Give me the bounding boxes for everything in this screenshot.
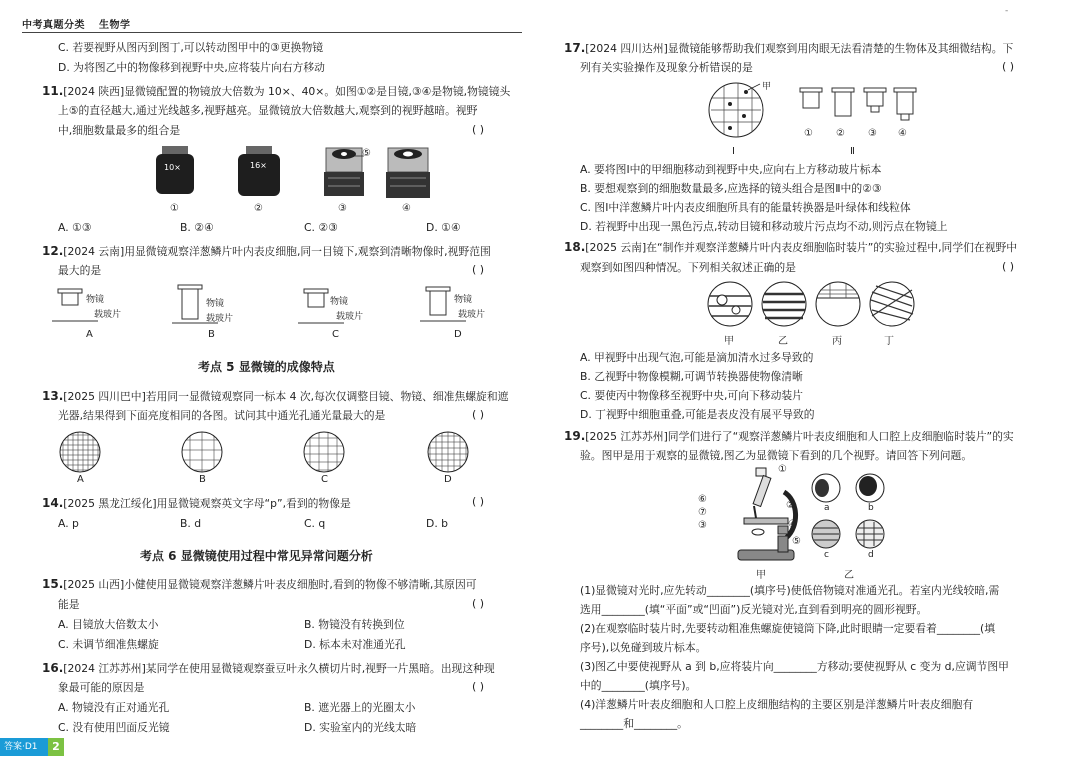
q12-a-objective-label: 物镜 [86,295,105,305]
header-subject: 生物学 [98,20,131,31]
q11-number: 11. [42,84,64,98]
q19-field-b-icon [856,474,884,502]
q16-option-a[interactable]: A. 物镜没有正对通光孔 [58,701,170,714]
q15-line1 [42,576,477,593]
q12-line1 [42,243,491,260]
q19-line1 [564,428,1014,445]
q11-label-4: ④ [402,203,411,214]
q11-line1 [42,83,510,100]
q17-cell-field-icon [709,83,763,137]
q10-option-c: C. 若要视野从图丙到图丁,可以转动图甲中的③更换物镜 [58,41,324,54]
q14-option-d[interactable]: D. b [426,517,449,530]
q19-figure-jia: 甲 [756,570,766,581]
q13-field-b-icon [182,432,222,472]
section-6-title: 考点 6 显微镜使用过程中常见异常问题分析 [140,549,373,563]
q18-line1 [564,239,1017,256]
q13-text1: [2025 四川巴中]若用同一显微镜观察同一标本 4 次,每次仅调整目镜、物镜、细准焦螺旋和遮 [63,390,509,403]
q19-text1: [2025 江苏苏州]同学们进行了“观察洋葱鳞片叶表皮细胞和人口腔上皮细胞临时装片”的实 [585,430,1014,443]
q12-label-b: B [208,329,215,340]
q11-option-c[interactable]: C. ②③ [304,221,338,234]
q11-label-2: ② [254,203,263,214]
q11-text1: [2024 陕西]显微镜配置的物镜放大倍数为 10×、40×。如图①②是目镜,③④是物镜,物镜镜头 [63,85,511,98]
q15-number: 15. [42,577,64,591]
q12-d-objective-label: 物镜 [454,295,473,305]
q11-answer-bracket[interactable]: ( ) [472,123,485,136]
q16-line1 [42,660,495,677]
q17-text1: [2024 四川达州]显微镜能够帮助我们观察到用肉眼无法看清楚的生物体及其细微结构。下 [585,42,1014,55]
q15-answer-bracket[interactable]: ( ) [472,597,485,610]
q19-field-a-label: a [824,503,830,513]
q11-eyepiece1-mark: 10× [164,163,181,172]
page-footer [0,738,64,756]
q13-field-c-icon [304,432,344,472]
q12-d-slide-label: 载玻片 [458,310,486,320]
q19-line2: 验。图甲是用于观察的显微镜,图乙为显微镜下看到的几个视野。请回答下列问题。 [580,449,973,462]
microscope-icon [738,468,796,560]
q15-option-d[interactable]: D. 标本未对准通光孔 [304,638,406,651]
q13-field-d-icon [428,432,468,472]
q11-option-b[interactable]: B. ②④ [180,221,214,234]
q11-label-1: ① [170,203,179,214]
q19-sub1-line2[interactable]: 选用________(填“平面”或“凹面”)反光镜对光,直到看到明亮的圆形视野。 [580,603,928,616]
q11-line2: 上⑤的直径越大,通过光线越多,视野越亮。显微镜放大倍数越大,观察到的视野越暗。视野 [58,104,478,117]
q14-text1: [2025 黑龙江绥化]用显微镜观察英文字母“p”,看到的物像是 [63,497,351,510]
section-5-title: 考点 5 显微镜的成像特点 [198,360,335,374]
q12-c-objective-label: 物镜 [330,297,349,307]
q17-label-2: ② [836,128,845,139]
header-series: 中考真题分类 [22,20,85,31]
q19-num-2: ② [786,500,795,511]
q18-label-ding: 丁 [884,336,894,347]
q19-sub4-line1: (4)洋葱鳞片叶表皮细胞和人口腔上皮细胞结构的主要区别是洋葱鳞片叶表皮细胞有 [580,698,974,711]
q19-field-a-icon [812,474,840,502]
q11-label-3: ③ [338,203,347,214]
footer-label: 答案·D1 [0,738,48,756]
q19-sub2-line2: 序号),以免碰到玻片标本。 [580,641,707,654]
q18-option-a[interactable]: A. 甲视野中出现气泡,可能是滴加清水过多导致的 [580,351,814,364]
q17-lens-2-icon [832,88,854,116]
q12-number: 12. [42,244,64,258]
q13-line2: 光器,结果得到下面亮度相同的各图。试问其中通光孔通光量最大的是 [58,409,386,422]
q11-line3: 中,细胞数量最多的组合是 [58,124,181,137]
q16-option-c[interactable]: C. 没有使用凹面反光镜 [58,721,170,734]
q12-b-slide-label: 载玻片 [206,314,234,324]
q19-sub3-line1[interactable]: (3)图乙中要使视野从 a 到 b,应将装片向________方移动;要使视野从 c 变为 d,应调节图甲 [580,660,1009,673]
q19-field-b-label: b [868,503,874,513]
q18-option-d[interactable]: D. 丁视野中细胞重叠,可能是表皮没有展平导致的 [580,408,815,421]
q13-field-figure [58,430,478,474]
q18-label-yi: 乙 [778,336,788,347]
q17-figure [708,80,918,146]
q13-label-a: A [77,474,84,485]
q18-label-jia: 甲 [724,336,734,347]
right-page [540,0,1080,769]
q18-field-ding-icon [870,282,914,326]
q18-option-c[interactable]: C. 要使丙中物像移至视野中央,可向下移动装片 [580,389,803,402]
objective-4-icon [386,148,430,198]
q12-b-objective-label: 物镜 [206,299,225,309]
q13-number: 13. [42,389,64,403]
q17-line2: 列有关实验操作及现象分析错误的是 [580,61,753,74]
q16-number: 16. [42,661,64,675]
q11-eyepiece2-mark: 16× [250,161,267,170]
top-mark: - [1005,6,1009,16]
q19-num-7: ⑦ [698,507,707,518]
q18-label-bing: 丙 [832,336,842,347]
q19-number: 19. [564,429,586,443]
q19-sub2-line1[interactable]: (2)在观察临时装片时,先要转动粗准焦螺旋使镜筒下降,此时眼睛一定要看着________(填 [580,622,996,635]
q18-option-b[interactable]: B. 乙视野中物像模糊,可调节转换器使物像清晰 [580,370,803,383]
q19-num-3: ③ [698,520,707,531]
q11-option-d[interactable]: D. ①④ [426,221,461,234]
q12-objective-figure [58,285,488,327]
q19-num-1: ① [778,464,787,475]
q14-answer-bracket[interactable]: ( ) [472,495,485,508]
q18-text1: [2025 云南]在“制作并观察洋葱鳞片叶内表皮细胞临时装片”的实验过程中,同学们在视野中 [585,241,1018,254]
q17-label-1: ① [804,128,813,139]
q12-a-slide-label: 载玻片 [94,310,122,320]
q11-lens-figure [150,142,440,204]
q18-field-bing-icon [816,282,860,326]
q19-sub1-line1[interactable]: (1)显微镜对光时,应先转动________(填序号)使低倍物镜对准通光孔。若室内光线较暗,需 [580,584,1000,597]
q12-label-a: A [86,329,93,340]
q15-text1: [2025 山西]小健使用显微镜观察洋葱鳞片叶表皮细胞时,看到的物像不够清晰,其原因可 [63,578,477,591]
q13-label-d: D [444,474,452,485]
q12-text1: [2024 云南]用显微镜观察洋葱鳞片叶内表皮细胞,同一目镜下,观察到清晰物像时,视野范围 [63,245,491,258]
q19-field-c-label: c [824,550,829,560]
q17-lens-1-icon [800,88,822,108]
objective-3-icon [324,148,364,196]
q17-figure-II: Ⅱ [850,146,855,157]
q13-line1 [42,388,508,405]
q18-field-jia-icon [708,282,752,326]
q17-line1 [564,40,1013,57]
q15-option-c[interactable]: C. 未调节细准焦螺旋 [58,638,159,651]
q18-line2: 观察到如图四种情况。下列相关叙述正确的是 [580,261,796,274]
q19-sub3-line2[interactable]: 中的________(填序号)。 [580,679,697,692]
q12-label-c: C [332,329,339,340]
q17-number: 17. [564,41,586,55]
q14-line1 [42,495,351,512]
q17-option-b[interactable]: B. 要想观察到的细胞数量最多,应选择的镜头组合是图Ⅱ中的②③ [580,182,882,195]
q17-answer-bracket[interactable]: ( ) [1002,60,1015,73]
q15-option-a[interactable]: A. 目镜放大倍数太小 [58,618,159,631]
q17-jia-label: 甲 [762,82,772,92]
q13-answer-bracket[interactable]: ( ) [472,408,485,421]
q18-answer-bracket[interactable]: ( ) [1002,260,1015,273]
q19-sub4-line2[interactable]: ________和________。 [580,717,688,730]
q19-field-d-icon [856,520,884,548]
q17-label-4: ④ [898,128,907,139]
q19-num-4: ④ [788,519,797,530]
q19-field-d-label: d [868,550,874,560]
q16-answer-bracket[interactable]: ( ) [472,680,485,693]
q12-answer-bracket[interactable]: ( ) [472,263,485,276]
q17-option-c[interactable]: C. 图Ⅰ中洋葱鳞片叶内表皮细胞所具有的能量转换器是叶绿体和线粒体 [580,201,911,214]
q17-option-d[interactable]: D. 若视野中出现一黑色污点,转动目镜和移动玻片污点均不动,则污点在物镜上 [580,220,948,233]
q17-option-a[interactable]: A. 要将图Ⅰ中的甲细胞移动到视野中央,应向右上方移动玻片标本 [580,163,882,176]
q15-line2: 能是 [58,598,80,611]
q13-label-c: C [321,474,328,485]
q16-line2: 象最可能的原因是 [58,681,145,694]
q16-option-b[interactable]: B. 遮光器上的光圈太小 [304,701,416,714]
q13-label-b: B [199,474,206,485]
q12-c-slide-label: 载玻片 [336,312,364,322]
q19-num-5: ⑤ [792,536,801,547]
q18-field-figure [706,280,916,330]
q19-figure [708,466,908,570]
q13-field-a-icon [60,432,100,472]
eyepiece-16x-icon [238,146,280,196]
q18-number: 18. [564,240,586,254]
q12-label-d: D [454,329,462,340]
q11-option-a[interactable]: A. ①③ [58,221,92,234]
q18-field-yi-icon [762,282,806,326]
q14-option-b[interactable]: B. d [180,517,202,530]
q15-option-b[interactable]: B. 物镜没有转换到位 [304,618,405,631]
q14-option-a[interactable]: A. p [58,517,79,530]
q14-number: 14. [42,496,64,510]
q17-lens-3-icon [864,88,886,112]
q10-option-d: D. 为将图乙中的物像移到视野中央,应将装片向右方移动 [58,61,325,74]
q17-label-3: ③ [868,128,877,139]
q16-text1: [2024 江苏苏州]某同学在使用显微镜观察蚕豆叶永久横切片时,视野一片黑暗。出现这种现 [63,662,495,675]
q14-option-c[interactable]: C. q [304,517,326,530]
q16-option-d[interactable]: D. 实验室内的光线太暗 [304,721,417,734]
page-number: 2 [48,738,64,756]
q17-figure-I: Ⅰ [732,146,735,157]
q19-field-c-icon [812,520,840,548]
q17-lens-4-icon [894,88,916,120]
q19-num-6: ⑥ [698,494,707,505]
q11-callout-5: ⑤ [362,148,371,159]
q19-figure-yi: 乙 [844,570,854,581]
q12-line2: 最大的是 [58,264,102,277]
